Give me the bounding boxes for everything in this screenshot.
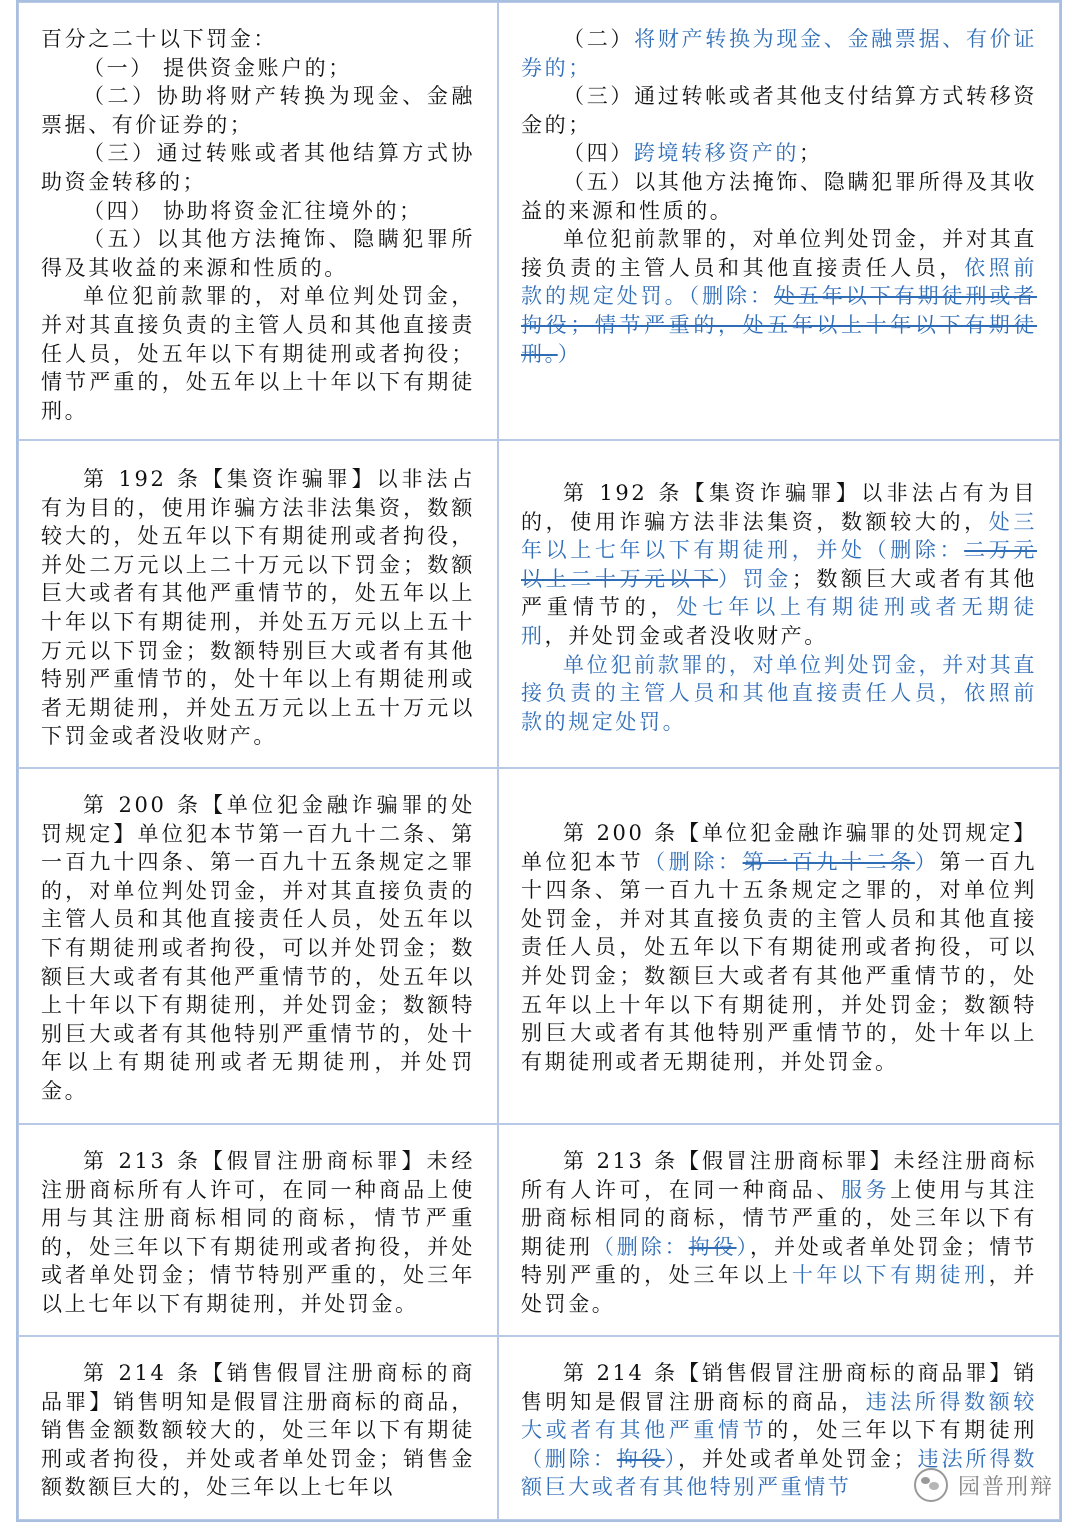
paragraph [521,651,1037,737]
row-1-left-cell [18,2,498,440]
text-segment: （四） [563,141,634,166]
watermark [914,1468,1054,1502]
wechat-icon [914,1468,948,1502]
text-segment: （三）通过转帐或者其他支付结算方式转移资金的； [521,84,1037,137]
text-segment: （一） 提供资金账户的； [83,55,352,80]
amended-text: ） [557,341,582,366]
amended-text: （删除： [644,849,743,874]
text-segment: ，并处或者单处罚金； [678,1446,918,1471]
text-segment: （二）协助将财产转换为现金、金融票据、有价证券的； [41,84,475,137]
amended-text: 十年以下有期徒刑 [791,1263,989,1288]
amended-text: 单位犯前款罪的，对单位判处罚金，并对其直接负责的主管人员和其他直接责任人员，依照前款的规定处罚。 [521,652,1037,734]
amended-text: ）罚金 [717,566,792,591]
text-segment: （五）以其他方法掩饰、隐瞒犯罪所得及其收益的来源和性质的。 [41,227,475,280]
paragraph [521,168,1037,225]
row-5-left-cell [18,1336,498,1520]
row-3-left-cell [18,768,498,1124]
row-2-right-cell [498,440,1060,768]
text-segment: （二） [563,27,635,51]
text-segment: ； [799,141,823,166]
text-segment: （五）以其他方法掩饰、隐瞒犯罪所得及其收益的来源和性质的。 [521,169,1037,223]
paragraph [521,82,1037,139]
paragraph [41,1359,475,1502]
paragraph [41,791,475,1106]
text-segment: 第 192 条【集资诈骗罪】以非法占有为目的，使用诈骗方法非法集资，数额较大的，处五年以下有期徒刑或者拘役，并处二万元以上二十万元以下罚金；数额巨大或者有其他严重情节的，处五年以上十年以下有期徒刑，并处五万元以上五十万元以下罚金；数额特别巨大或者有其他特别严重情节的，处十年以上有期徒刑或者无期徒刑，并处五万元以上五十万元以下罚金或者没收财产。 [41,467,475,749]
row-4-left-cell [18,1124,498,1336]
paragraph [41,225,475,282]
watermark-text: 园普刑辩 [957,1474,1054,1500]
paragraph [41,139,475,196]
row-4-right-cell [498,1124,1060,1336]
amended-text: （删除： [592,1234,689,1259]
paragraph [521,819,1037,1076]
amended-text: 将财产转换为现金、金融票据、有价证券的； [521,27,1037,80]
paragraph [41,25,475,54]
amended-text: 处七年以上有期徒刑或者无期徒刑 [521,595,1037,648]
amended-text: 违法所得数额巨大或者有其他特别严重情节 [521,1446,1038,1500]
deleted-text: 处五年以下有期徒刑或者拘役；情节严重的，处五年以上十年以下有期徒刑。 [521,284,1037,366]
amended-text: ） [736,1234,750,1259]
text-segment: 第 213 条【假冒注册商标罪】未经注册商标所有人许可，在同一种商品、 [521,1149,1037,1202]
text-segment: （四） 协助将资金汇往境外的； [83,198,423,223]
amended-text: 处三年以上七年以下有期徒刑，并处（删除： [521,509,1038,563]
text-segment: 单位犯前款罪的，对单位判处罚金，并对其直接负责的主管人员和其他直接责任人员，处五年以下有期徒刑或者拘役；情节严重的，处五年以上十年以下有期徒刑。 [41,284,475,423]
text-segment: 第 214 条【销售假冒注册商标的商品罪】销售明知是假冒注册商标的商品， [521,1361,1037,1414]
paragraph [521,1147,1037,1319]
text-segment: 百分之二十以下罚金： [41,27,277,51]
text-segment: ，并处罚金或者没收财产。 [544,623,828,648]
text-segment: ，并处或者单处罚金；情节特别严重的，处三年以上 [521,1234,1038,1288]
paragraph [521,479,1037,651]
amended-text: 服务 [841,1177,891,1202]
amended-text: 依照前款的规定处罚。（删除： [521,255,1037,309]
amended-text: ） [664,1446,679,1471]
paragraph [41,282,475,425]
text-segment: 单位犯前款罪的，对单位判处罚金，并对其直接负责的主管人员和其他直接责任人员， [521,227,1037,280]
row-3-right-cell [498,768,1060,1124]
paragraph [41,465,475,751]
deleted-text: 二万元以上二十万元以下 [521,538,1037,591]
amended-text: （删除： [521,1446,617,1471]
text-segment: 第 200 条【单位犯金融诈骗罪的处罚规定】单位犯本节 [521,821,1037,874]
text-segment: ，并处罚金。 [521,1263,1037,1316]
deleted-text: 第一百九十二条 [742,849,915,874]
paragraph [521,225,1037,368]
text-segment: 第一百九十四条、第一百九十五条规定之罪的，对单位判处罚金，并对其直接负责的主管人员和其他直接责任人员，处五年以下有期徒刑或者拘役，可以并处罚金；数额巨大或者有其他严重情节的，处五年以上十年以下有期徒刑，并处罚金；数额特别巨大或者有其他特别严重情节的，处十年以上有期徒刑或者无期徒刑，并处罚金。 [521,849,1038,1074]
row-1-right-cell [498,2,1060,440]
text-segment: （三）通过转账或者其他结算方式协助资金转移的； [41,141,475,194]
text-segment: 上使用与其注册商标相同的商标，情节严重的，处三年以下有期徒刑 [521,1177,1037,1259]
paragraph [41,197,475,226]
comparison-table [16,0,1062,1522]
text-segment: 第 192 条【集资诈骗罪】以非法占有为目的，使用诈骗方法非法集资，数额较大的， [521,481,1037,534]
deleted-text: 拘役 [616,1446,665,1471]
text-segment: 的，处三年以下有期徒刑 [767,1418,1037,1443]
paragraph [41,54,475,83]
paragraph [521,139,1037,168]
paragraph [41,82,475,139]
paragraph [41,1147,475,1319]
deleted-text: 拘役 [688,1234,737,1259]
text-segment: 第 200 条【单位犯金融诈骗罪的处罚规定】单位犯本节第一百九十二条、第一百九十四条、第一百九十五条规定之罪的，对单位判处罚金，并对其直接负责的主管人员和其他直接责任人员，处五年以下有期徒刑或者拘役，可以并处罚金；数额巨大或者有其他严重情节的，处五年以上十年以下有期徒刑，并处罚金；数额特别巨大或者有其他特别严重情节的，处十年以上有期徒刑或者无期徒刑，并处罚金。 [41,793,475,1103]
text-segment: 第 214 条【销售假冒注册商标的商品罪】销售明知是假冒注册商标的商品，销售金额数额较大的，处三年以下有期徒刑或者拘役，并处或者单处罚金；销售金额数额巨大的，处三年以上七年以 [41,1361,475,1500]
text-segment: 第 213 条【假冒注册商标罪】未经注册商标所有人许可，在同一种商品上使用与其注册商标相同的商标，情节严重的，处三年以下有期徒刑或者拘役，并处或者单处罚金；情节特别严重的，处三年以上七年以下有期徒刑，并处罚金。 [41,1149,475,1316]
amended-text: 违法所得数额较大或者有其他严重情节 [521,1389,1038,1443]
text-segment: ；数额巨大或者有其他严重情节的， [521,566,1037,620]
amended-text: 跨境转移资产的 [633,141,800,166]
paragraph [521,25,1037,82]
row-2-left-cell [18,440,498,768]
amended-text: ） [914,849,940,874]
